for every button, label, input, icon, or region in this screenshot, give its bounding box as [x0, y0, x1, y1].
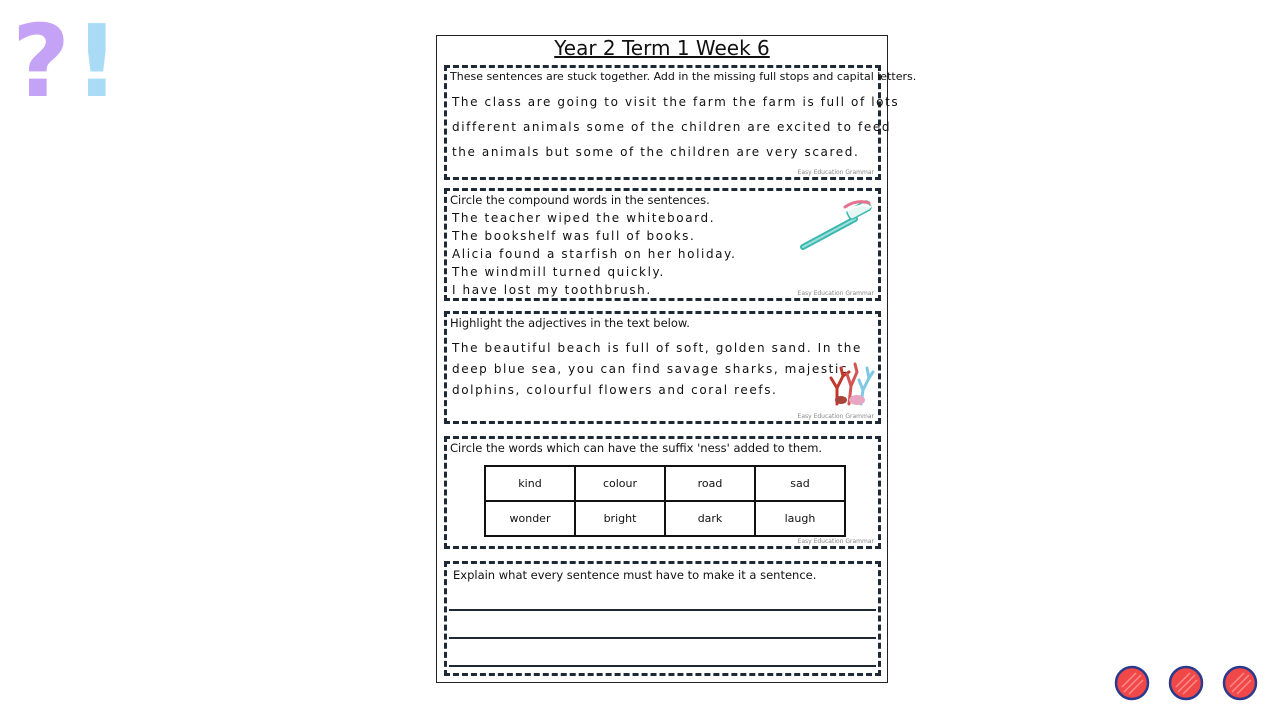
sentence-line: the animals but some of the children are very scared. — [452, 145, 860, 159]
section-instruction: These sentences are stuck together. Add in the missing full stops and capital letters. — [450, 70, 917, 83]
credit-text: Easy Education Grammar — [797, 169, 874, 176]
sentence-line: The bookshelf was full of books. — [452, 229, 696, 243]
word-cell[interactable]: road — [665, 466, 755, 501]
credit-text: Easy Education Grammar — [797, 538, 874, 545]
nav-dot-3[interactable] — [1222, 665, 1258, 701]
svg-text:?: ? — [12, 8, 71, 104]
sentence-line: The windmill turned quickly. — [452, 265, 665, 279]
word-cell[interactable]: sad — [755, 466, 845, 501]
sentence-line: The teacher wiped the whiteboard. — [452, 211, 716, 225]
writing-line[interactable] — [449, 637, 876, 639]
coral-icon — [827, 360, 879, 406]
section-instruction: Highlight the adjectives in the text below. — [450, 316, 690, 330]
nav-dot-2[interactable] — [1168, 665, 1204, 701]
worksheet — [436, 35, 917, 683]
sentence-line: The beautiful beach is full of soft, golden sand. In the — [452, 341, 862, 355]
sentence-line: The class are going to visit the farm the farm is full of lots — [452, 95, 900, 109]
writing-line[interactable] — [449, 665, 876, 667]
word-cell[interactable]: dark — [665, 501, 755, 536]
question-exclamation-logo — [10, 8, 120, 104]
section-compound-words — [444, 188, 881, 301]
nav-dot-1[interactable] — [1114, 665, 1150, 701]
credit-text: Easy Education Grammar — [797, 290, 874, 297]
section-instruction: Explain what every sentence must have to make it a sentence. — [453, 568, 817, 582]
section-suffix-ness — [444, 436, 881, 549]
word-cell[interactable]: colour — [575, 466, 665, 501]
word-cell[interactable]: wonder — [485, 501, 575, 536]
section-instruction: Circle the words which can have the suffix 'ness' added to them. — [450, 441, 823, 455]
word-cell[interactable]: kind — [485, 466, 575, 501]
suffix-word-table — [484, 465, 846, 537]
sentence-line: Alicia found a starfish on her holiday. — [452, 247, 737, 261]
writing-line[interactable] — [449, 609, 876, 611]
sentence-line: different animals some of the children are excited to feed — [452, 120, 892, 134]
sentence-line: I have lost my toothbrush. — [452, 283, 652, 297]
section-explain — [444, 561, 881, 676]
worksheet-title: Year 2 Term 1 Week 6 — [554, 36, 770, 60]
word-cell[interactable]: laugh — [755, 501, 845, 536]
section-full-stops — [444, 65, 917, 180]
word-cell[interactable]: bright — [575, 501, 665, 536]
section-adjectives — [444, 311, 881, 424]
svg-text:!: ! — [74, 8, 120, 104]
section-instruction: Circle the compound words in the sentences. — [450, 193, 710, 207]
sentence-line: deep blue sea, you can find savage sharks, majestic — [452, 362, 849, 376]
credit-text: Easy Education Grammar — [797, 413, 874, 420]
toothbrush-icon — [797, 197, 877, 253]
sentence-line: dolphins, colourful flowers and coral reefs. — [452, 383, 778, 397]
